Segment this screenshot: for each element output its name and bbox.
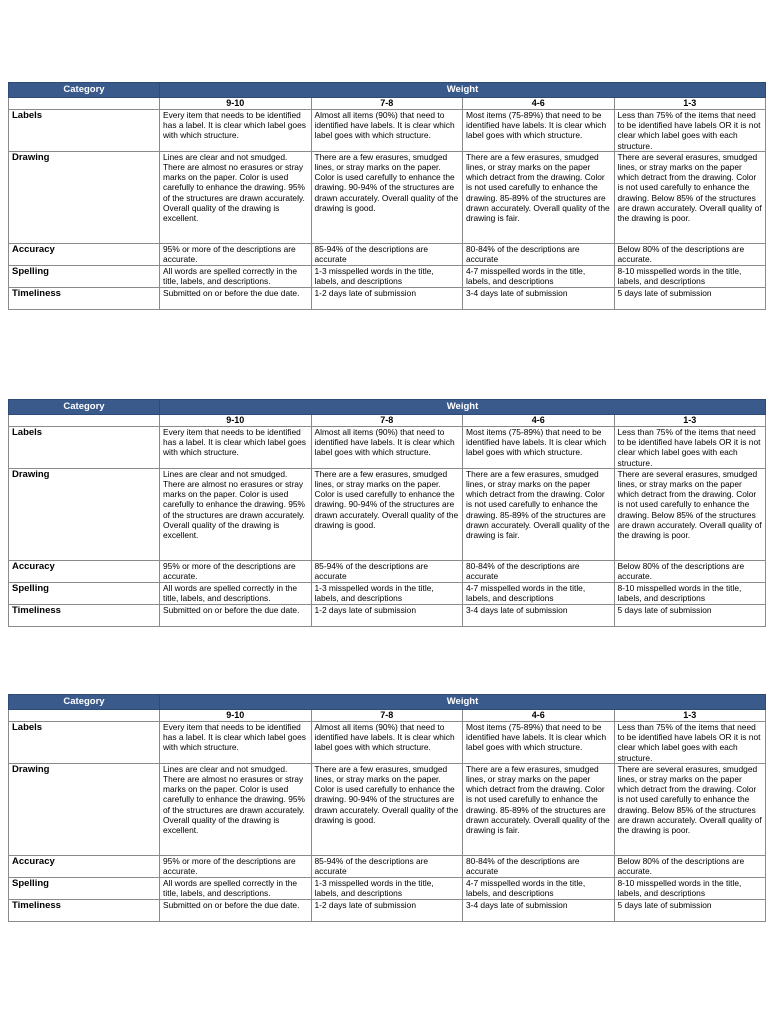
rubric-cell: 80-84% of the descriptions are accurate [463, 243, 615, 265]
weight-header: Weight [160, 400, 766, 415]
rubric-cell: Lines are clear and not smudged. There are almost no erasures or stray marks on the paper. Color is used carefully to enhance the drawing. 95% of the structures are drawn accurately. Overall quality of the drawing is excellent. [160, 151, 312, 243]
rubric-cell: All words are spelled correctly in the title, labels, and descriptions. [160, 877, 312, 899]
rubric-cell: Most items (75-89%) that need to be identified have labels. It is clear which label goes with which structure. [463, 722, 615, 764]
rubric-cell: There are a few erasures, smudged lines, or stray marks on the paper which detract from the drawing. Color is not used carefully to enhance the drawing. 85-89% of the structures are drawn accurately. Overall quality of the drawing is fair. [463, 468, 615, 560]
rubric-cell: 5 days late of submission [614, 287, 766, 309]
rubric-cell: There are a few erasures, smudged lines, or stray marks on the paper. Color is used carefully to enhance the drawing. 90-94% of the structures are drawn accurately. Overall quality of the drawing is good. [311, 763, 463, 855]
rubric-cell: 1-2 days late of submission [311, 604, 463, 626]
rubric-cell: 4-7 misspelled words in the title, labels, and descriptions [463, 877, 615, 899]
rubric-cell: All words are spelled correctly in the title, labels, and descriptions. [160, 265, 312, 287]
weight-label: 9-10 [160, 415, 312, 427]
rubric-cell: 3-4 days late of submission [463, 287, 615, 309]
rubric-cell: Every item that needs to be identified has a label. It is clear which label goes with which structure. [160, 110, 312, 152]
rubric-cell: Lines are clear and not smudged. There are almost no erasures or stray marks on the paper. Color is used carefully to enhance the drawing. 95% of the structures are drawn accurately. Overall quality of the drawing is excellent. [160, 763, 312, 855]
category-spelling: Spelling [9, 582, 160, 604]
rubric-cell: 80-84% of the descriptions are accurate [463, 855, 615, 877]
rubric-cell: There are a few erasures, smudged lines, or stray marks on the paper. Color is used carefully to enhance the drawing. 90-94% of the structures are drawn accurately. Overall quality of the drawing is good. [311, 151, 463, 243]
category-drawing: Drawing [9, 468, 160, 560]
rubric-table-3 [8, 694, 766, 922]
rubric-cell: There are several erasures, smudged lines, or stray marks on the paper which detract from the drawing. Color is not used carefully to enhance the drawing. Below 85% of the structures are drawn accurately. Overall quality of the drawing is poor. [614, 763, 766, 855]
category-spelling: Spelling [9, 877, 160, 899]
weight-label: 4-6 [463, 415, 615, 427]
rubric-cell: There are several erasures, smudged lines, or stray marks on the paper which detract from the drawing. Color is not used carefully to enhance the drawing. Below 85% of the structures are drawn accurately. Overall quality of the drawing is poor. [614, 468, 766, 560]
rubric-cell: Lines are clear and not smudged. There are almost no erasures or stray marks on the paper. Color is used carefully to enhance the drawing. 95% of the structures are drawn accurately. Overall quality of the drawing is excellent. [160, 468, 312, 560]
weight-header: Weight [160, 695, 766, 710]
rubric-cell: 80-84% of the descriptions are accurate [463, 560, 615, 582]
rubric-cell: 8-10 misspelled words in the title, labels, and descriptions [614, 877, 766, 899]
weights-row [9, 710, 766, 722]
table-row [9, 855, 766, 877]
table-row [9, 287, 766, 309]
category-accuracy: Accuracy [9, 243, 160, 265]
rubric-cell: Every item that needs to be identified has a label. It is clear which label goes with which structure. [160, 722, 312, 764]
rubric-cell: 95% or more of the descriptions are accurate. [160, 243, 312, 265]
rubric-cell: Most items (75-89%) that need to be identified have labels. It is clear which label goes with which structure. [463, 427, 615, 469]
category-timeliness: Timeliness [9, 604, 160, 626]
category-spelling: Spelling [9, 265, 160, 287]
table-row [9, 243, 766, 265]
rubric-cell: 5 days late of submission [614, 899, 766, 921]
category-drawing: Drawing [9, 151, 160, 243]
rubric-cell: 85-94% of the descriptions are accurate [311, 855, 463, 877]
blank-cell [9, 98, 160, 110]
table-row [9, 468, 766, 560]
rubric-cell: Less than 75% of the items that need to be identified have labels OR it is not clear which label goes with each structure. [614, 110, 766, 152]
rubric-cell: Submitted on or before the due date. [160, 899, 312, 921]
rubric-cell: Submitted on or before the due date. [160, 604, 312, 626]
rubric-cell: There are a few erasures, smudged lines, or stray marks on the paper which detract from the drawing. Color is not used carefully to enhance the drawing. 85-89% of the structures are drawn accurately. Overall quality of the drawing is fair. [463, 763, 615, 855]
rubric-table-1 [8, 82, 766, 310]
rubric-cell: 1-3 misspelled words in the title, labels, and descriptions [311, 877, 463, 899]
table-row [9, 560, 766, 582]
rubric-cell: 1-3 misspelled words in the title, labels, and descriptions [311, 265, 463, 287]
rubric-cell: 1-3 misspelled words in the title, labels, and descriptions [311, 582, 463, 604]
rubric-cell: Every item that needs to be identified has a label. It is clear which label goes with which structure. [160, 427, 312, 469]
rubric-cell: 85-94% of the descriptions are accurate [311, 243, 463, 265]
weight-label: 1-3 [614, 710, 766, 722]
header-row [9, 400, 766, 415]
rubric-cell: There are a few erasures, smudged lines, or stray marks on the paper which detract from the drawing. Color is not used carefully to enhance the drawing. 85-89% of the structures are drawn accurately. Overall quality of the drawing is fair. [463, 151, 615, 243]
table-row [9, 582, 766, 604]
rubric-cell: Below 80% of the descriptions are accurate. [614, 855, 766, 877]
category-labels: Labels [9, 427, 160, 469]
table-row [9, 763, 766, 855]
category-labels: Labels [9, 722, 160, 764]
category-header: Category [9, 83, 160, 98]
rubric-cell: 3-4 days late of submission [463, 604, 615, 626]
table-row [9, 604, 766, 626]
rubric-cell: 5 days late of submission [614, 604, 766, 626]
header-row [9, 83, 766, 98]
category-header: Category [9, 400, 160, 415]
table-row [9, 110, 766, 152]
rubric-cell: All words are spelled correctly in the title, labels, and descriptions. [160, 582, 312, 604]
rubric-cell: 4-7 misspelled words in the title, labels, and descriptions [463, 582, 615, 604]
category-drawing: Drawing [9, 763, 160, 855]
table-row [9, 427, 766, 469]
rubric-cell: Below 80% of the descriptions are accurate. [614, 243, 766, 265]
rubric-cell: 85-94% of the descriptions are accurate [311, 560, 463, 582]
weights-row [9, 415, 766, 427]
rubric-table-2 [8, 399, 766, 627]
rubric-cell: Most items (75-89%) that need to be identified have labels. It is clear which label goes with which structure. [463, 110, 615, 152]
rubric-cell: 8-10 misspelled words in the title, labels, and descriptions [614, 582, 766, 604]
category-labels: Labels [9, 110, 160, 152]
rubric-cell: 3-4 days late of submission [463, 899, 615, 921]
weight-header: Weight [160, 83, 766, 98]
rubric-cell: 8-10 misspelled words in the title, labels, and descriptions [614, 265, 766, 287]
weight-label: 4-6 [463, 710, 615, 722]
rubric-cell: Submitted on or before the due date. [160, 287, 312, 309]
header-row [9, 695, 766, 710]
weight-label: 7-8 [311, 98, 463, 110]
rubric-cell: 95% or more of the descriptions are accurate. [160, 855, 312, 877]
weight-label: 4-6 [463, 98, 615, 110]
rubric-cell: Less than 75% of the items that need to be identified have labels OR it is not clear which label goes with each structure. [614, 427, 766, 469]
category-header: Category [9, 695, 160, 710]
category-timeliness: Timeliness [9, 287, 160, 309]
rubric-cell: Less than 75% of the items that need to be identified have labels OR it is not clear which label goes with each structure. [614, 722, 766, 764]
rubric-cell: Almost all items (90%) that need to identified have labels. It is clear which label goes with which structure. [311, 427, 463, 469]
rubric-cell: 4-7 misspelled words in the title, labels, and descriptions [463, 265, 615, 287]
rubric-cell: Below 80% of the descriptions are accurate. [614, 560, 766, 582]
category-accuracy: Accuracy [9, 855, 160, 877]
weight-label: 7-8 [311, 710, 463, 722]
rubric-cell: 95% or more of the descriptions are accurate. [160, 560, 312, 582]
table-row [9, 722, 766, 764]
weight-label: 7-8 [311, 415, 463, 427]
weights-row [9, 98, 766, 110]
rubric-cell: There are several erasures, smudged lines, or stray marks on the paper which detract from the drawing. Color is not used carefully to enhance the drawing. Below 85% of the structures are drawn accurately. Overall quality of the drawing is poor. [614, 151, 766, 243]
rubric-cell: 1-2 days late of submission [311, 899, 463, 921]
weight-label: 9-10 [160, 98, 312, 110]
table-row [9, 265, 766, 287]
table-row [9, 151, 766, 243]
rubric-cell: 1-2 days late of submission [311, 287, 463, 309]
table-row [9, 877, 766, 899]
table-row [9, 899, 766, 921]
weight-label: 1-3 [614, 98, 766, 110]
blank-cell [9, 415, 160, 427]
weight-label: 1-3 [614, 415, 766, 427]
category-accuracy: Accuracy [9, 560, 160, 582]
rubric-cell: Almost all items (90%) that need to identified have labels. It is clear which label goes with which structure. [311, 110, 463, 152]
rubric-cell: Almost all items (90%) that need to identified have labels. It is clear which label goes with which structure. [311, 722, 463, 764]
category-timeliness: Timeliness [9, 899, 160, 921]
weight-label: 9-10 [160, 710, 312, 722]
blank-cell [9, 710, 160, 722]
rubric-cell: There are a few erasures, smudged lines, or stray marks on the paper. Color is used carefully to enhance the drawing. 90-94% of the structures are drawn accurately. Overall quality of the drawing is good. [311, 468, 463, 560]
